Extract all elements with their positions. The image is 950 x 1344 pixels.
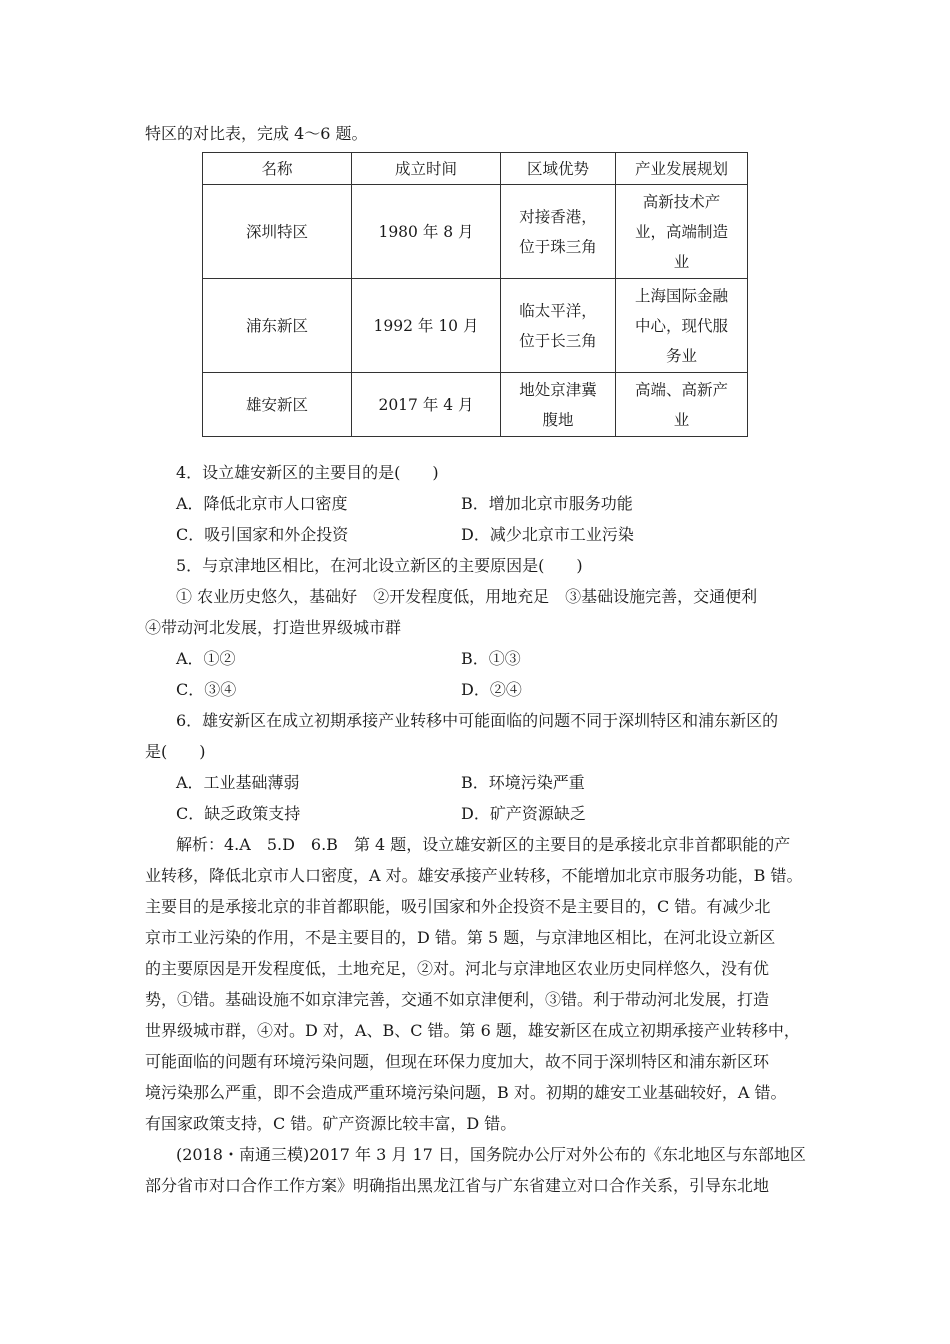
table-cell: 1992 年 10 月 xyxy=(352,279,501,373)
option-4a[interactable]: A．降低北京市人口密度 xyxy=(176,494,348,513)
comparison-table xyxy=(202,152,748,437)
analysis-line: 境污染那么严重，即不会造成严重环境污染问题，B 对。初期的雄安工业基础较好，A 错。 xyxy=(145,1083,787,1102)
question-5-statements-cont: ④带动河北发展，打造世界级城市群 xyxy=(145,618,402,637)
question-6-stem-cont: 是( ) xyxy=(145,742,206,761)
question-6-stem: 6．雄安新区在成立初期承接产业转移中可能面临的问题不同于深圳特区和浦东新区的 xyxy=(176,711,779,730)
table-cell: 深圳特区 xyxy=(203,185,352,279)
table-cell-line: 腹地 xyxy=(542,410,574,429)
table-cell: 1980 年 8 月 xyxy=(352,185,501,279)
table-cell-line: 临太平洋， xyxy=(519,301,597,320)
analysis-line: 可能面临的问题有环境污染问题，但现在环保力度加大，故不同于深圳特区和浦东新区环 xyxy=(145,1052,770,1071)
table-cell-line: 中心，现代服 xyxy=(634,316,728,335)
question-5-stem: 5．与京津地区相比，在河北设立新区的主要原因是( ) xyxy=(176,556,583,575)
option-6c[interactable]: C．缺乏政策支持 xyxy=(176,804,301,823)
option-5d[interactable]: D．②④ xyxy=(461,680,522,699)
question-5-statements: ① 农业历史悠久，基础好 ②开发程度低，用地充足 ③基础设施完善，交通便利 xyxy=(176,587,758,606)
table-cell xyxy=(501,279,616,373)
option-6b[interactable]: B．环境污染严重 xyxy=(461,773,585,792)
table-cell xyxy=(501,373,616,437)
option-5b[interactable]: B．①③ xyxy=(461,649,521,668)
table-header-cell: 产业发展规划 xyxy=(616,153,748,185)
table-header-cell: 成立时间 xyxy=(352,153,501,185)
analysis-line: 京市工业污染的作用，不是主要目的，D 错。第 5 题，与京津地区相比，在河北设立新区 xyxy=(145,928,776,947)
question-4-stem: 4．设立雄安新区的主要目的是( ) xyxy=(176,463,439,482)
analysis-line: 世界级城市群，④对。D 对，A、B、C 错。第 6 题，雄安新区在成立初期承接产业转移中， xyxy=(145,1021,800,1040)
option-4d[interactable]: D．减少北京市工业污染 xyxy=(461,525,634,544)
table-cell-line: 业 xyxy=(673,252,690,271)
analysis-line: 主要目的是承接北京的非首都职能，吸引国家和外企投资不是主要目的，C 错。有减少北 xyxy=(145,897,771,916)
table-cell xyxy=(501,185,616,279)
table-cell-line: 地处京津冀 xyxy=(519,380,597,399)
option-5a[interactable]: A．①② xyxy=(176,649,236,668)
analysis-line: 业转移，降低北京市人口密度，A 对。雄安承接产业转移，不能增加北京市服务功能，B 错。 xyxy=(145,866,803,885)
table-cell: 浦东新区 xyxy=(203,279,352,373)
table-cell-line: 务业 xyxy=(665,346,697,365)
table-cell-line: 业 xyxy=(673,410,690,429)
table-cell xyxy=(616,373,748,437)
table-cell-line: 上海国际金融 xyxy=(634,286,728,305)
table-cell xyxy=(616,279,748,373)
analysis-line: 势，①错。基础设施不如京津完善，交通不如京津便利，③错。利于带动河北发展，打造 xyxy=(145,990,770,1009)
table-cell-line: 高新技术产 xyxy=(642,192,721,211)
table-cell-line: 对接香港， xyxy=(519,207,597,226)
table-header-cell: 名称 xyxy=(203,153,352,185)
option-6d[interactable]: D．矿产资源缺乏 xyxy=(461,804,586,823)
next-passage-line: (2018・南通三模)2017 年 3 月 17 日，国务院办公厅对外公布的《东北地区与东部地区 xyxy=(176,1145,806,1164)
option-4b[interactable]: B．增加北京市服务功能 xyxy=(461,494,633,513)
table-cell-line: 业，高端制造 xyxy=(634,222,728,241)
option-4c[interactable]: C．吸引国家和外企投资 xyxy=(176,525,349,544)
option-6a[interactable]: A．工业基础薄弱 xyxy=(176,773,300,792)
table-header-cell: 区域优势 xyxy=(501,153,616,185)
analysis-line: 有国家政策支持，C 错。矿产资源比较丰富，D 错。 xyxy=(145,1114,517,1133)
table-header-row xyxy=(203,153,748,185)
option-5c[interactable]: C．③④ xyxy=(176,680,237,699)
table-cell xyxy=(616,185,748,279)
table-cell-line: 位于珠三角 xyxy=(519,237,597,256)
table-cell-line: 高端、高新产 xyxy=(634,380,728,399)
intro-text: 特区的对比表，完成 4～6 题。 xyxy=(145,124,368,143)
table-row xyxy=(203,185,748,279)
next-passage-line: 部分省市对口合作工作方案》明确指出黑龙江省与广东省建立对口合作关系，引导东北地 xyxy=(145,1176,770,1195)
table-row xyxy=(203,279,748,373)
table-cell-line: 位于长三角 xyxy=(519,331,597,350)
analysis-line: 的主要原因是开发程度低，土地充足，②对。河北与京津地区农业历史同样悠久，没有优 xyxy=(145,959,770,978)
table-row xyxy=(203,373,748,437)
table-cell: 雄安新区 xyxy=(203,373,352,437)
analysis-line: 解析：4.A 5.D 6.B 第 4 题，设立雄安新区的主要目的是承接北京非首都职能的产 xyxy=(176,835,791,854)
table-cell: 2017 年 4 月 xyxy=(352,373,501,437)
